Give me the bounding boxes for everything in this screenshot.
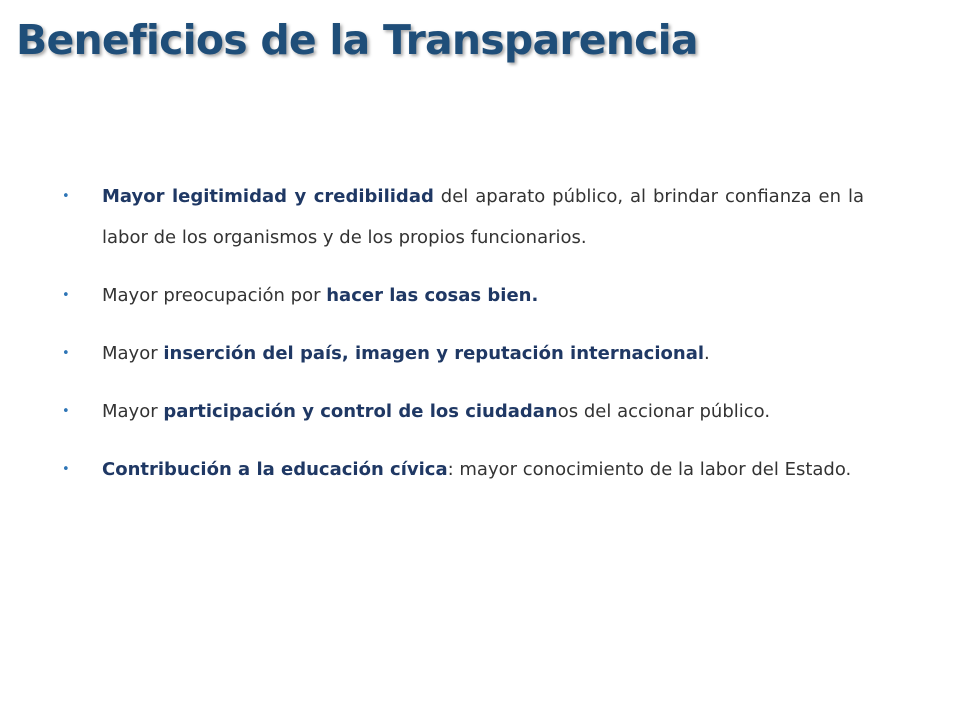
bullet-text-bold: hacer las cosas bien. [326, 285, 539, 306]
list-item [62, 449, 864, 490]
bullet-text-bold: Contribución a la educación cívica [102, 459, 448, 480]
bullet-text: Mayor [102, 401, 164, 422]
list-item [62, 391, 864, 432]
bullet-text-bold: inserción del país, imagen y reputación internacional [163, 343, 705, 364]
list-item [62, 333, 864, 374]
benefits-list [62, 176, 864, 507]
bullet-icon: • [62, 404, 70, 419]
bullet-text: os del accionar público. [557, 401, 771, 422]
bullet-icon: • [62, 462, 70, 477]
slide-title: Beneficios de la Transparencia [16, 16, 698, 64]
bullet-icon: • [62, 189, 70, 204]
bullet-text: . [704, 343, 710, 364]
bullet-text-bold: participación y control de los ciudadan [163, 401, 558, 422]
bullet-icon: • [62, 346, 70, 361]
bullet-text: : mayor conocimiento de la labor del Estado. [447, 459, 852, 480]
bullet-text: del aparato público, al brindar confianza en la labor de los organismos y de los propios funcionarios. [102, 186, 864, 248]
list-item [62, 275, 864, 316]
bullet-text-bold: Mayor legitimidad y credibilidad [102, 186, 434, 207]
bullet-icon: • [62, 288, 70, 303]
bullet-text: Mayor [102, 343, 164, 364]
list-item [62, 176, 864, 258]
bullet-text: Mayor preocupación por [102, 285, 327, 306]
